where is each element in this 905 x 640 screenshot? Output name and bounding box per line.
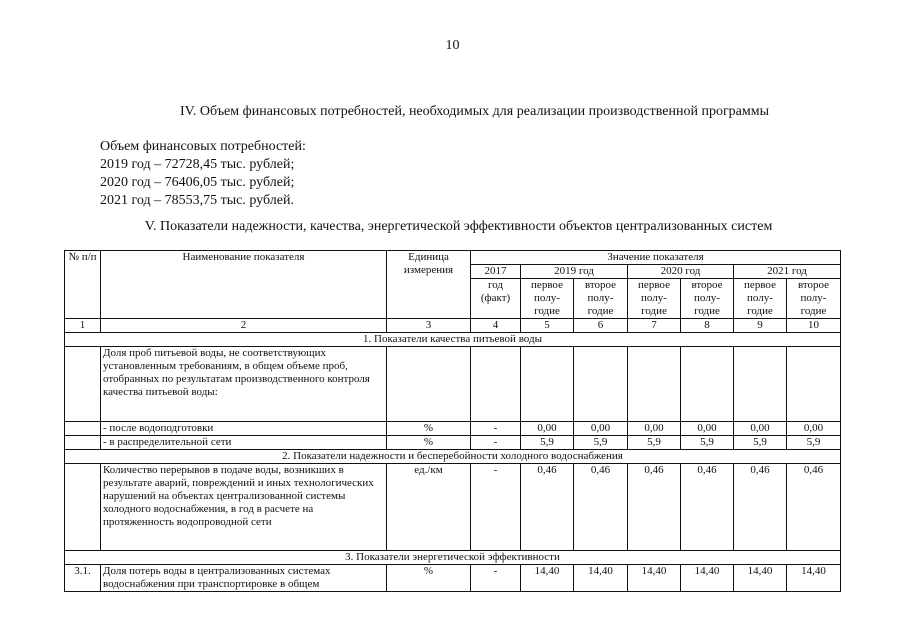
header-value: Значение показателя [471, 251, 841, 265]
row-value: 14,40 [521, 565, 574, 592]
row-num [65, 436, 101, 450]
row-value: 0,46 [628, 464, 681, 551]
header-2021: 2021 год [734, 265, 841, 279]
section-5-title: V. Показатели надежности, качества, энергетической эффективности объектов централизованных систем [144, 219, 773, 234]
row-cell [471, 347, 521, 422]
row-2017: - [471, 464, 521, 551]
column-numbers-row [65, 319, 841, 333]
table-row [65, 464, 841, 551]
row-unit: % [387, 422, 471, 436]
row-unit: % [387, 436, 471, 450]
row-num [65, 422, 101, 436]
row-value: 0,46 [787, 464, 841, 551]
section-heading: 3. Показатели энергетической эффективности [65, 551, 841, 565]
row-unit: ед./км [387, 464, 471, 551]
finance-line-2019: 2019 год – 72728,45 тыс. рублей; [100, 157, 295, 172]
row-cell [681, 347, 734, 422]
row-value: 0,46 [734, 464, 787, 551]
row-unit [387, 347, 471, 422]
header-name: Наименование показателя [101, 251, 387, 319]
row-2017: - [471, 565, 521, 592]
row-value: 0,00 [521, 422, 574, 436]
header-2020-h2: второе полу-годие [681, 279, 734, 319]
row-value: 0,00 [574, 422, 628, 436]
section-heading: 1. Показатели качества питьевой воды [65, 333, 841, 347]
row-value: 5,9 [787, 436, 841, 450]
row-cell [628, 347, 681, 422]
page-number: 10 [445, 38, 460, 53]
column-number: 10 [787, 319, 841, 333]
header-2019: 2019 год [521, 265, 628, 279]
row-value: 0,46 [521, 464, 574, 551]
section-row-2 [65, 450, 841, 464]
row-value: 5,9 [681, 436, 734, 450]
section-4-title: IV. Объем финансовых потребностей, необходимых для реализации производственной программы [179, 104, 770, 119]
row-value: 5,9 [628, 436, 681, 450]
row-value: 0,00 [681, 422, 734, 436]
row-cell [521, 347, 574, 422]
row-name: - в распределительной сети [101, 436, 387, 450]
header-2019-h1: первое полу-годие [521, 279, 574, 319]
column-number: 9 [734, 319, 787, 333]
header-2017: 2017 [471, 265, 521, 279]
finance-block [100, 138, 306, 210]
header-2019-h2: второе полу-годие [574, 279, 628, 319]
header-num: № п/п [65, 251, 101, 319]
finance-line-header: Объем финансовых потребностей: [100, 139, 306, 154]
section-heading: 2. Показатели надежности и бесперебойности холодного водоснабжения [65, 450, 841, 464]
row-num [65, 347, 101, 422]
row-unit: % [387, 565, 471, 592]
row-value: 5,9 [574, 436, 628, 450]
header-unit: Единица измерения [387, 251, 471, 319]
column-number: 7 [628, 319, 681, 333]
row-value: 14,40 [734, 565, 787, 592]
row-value: 14,40 [574, 565, 628, 592]
table-row [65, 565, 841, 592]
row-2017: - [471, 422, 521, 436]
row-value: 0,46 [574, 464, 628, 551]
row-num: 3.1. [65, 565, 101, 592]
table-row [65, 347, 841, 422]
header-row-1 [65, 251, 841, 265]
header-2021-h1: первое полу-годие [734, 279, 787, 319]
row-value: 5,9 [521, 436, 574, 450]
row-value: 0,46 [681, 464, 734, 551]
row-num [65, 464, 101, 551]
column-number: 1 [65, 319, 101, 333]
row-name: Количество перерывов в подаче воды, возникших в результате аварий, повреждений и иных технологических нарушений на объектах централизованной системы холодного водоснабжения, в год в расчете на протяженность водопроводной сети [101, 464, 387, 551]
section-row-1 [65, 333, 841, 347]
column-number: 6 [574, 319, 628, 333]
row-value: 14,40 [787, 565, 841, 592]
row-2017: - [471, 436, 521, 450]
row-value: 0,00 [787, 422, 841, 436]
finance-line-2021: 2021 год – 78553,75 тыс. рублей. [100, 193, 294, 208]
row-cell [574, 347, 628, 422]
row-value: 0,00 [734, 422, 787, 436]
column-number: 3 [387, 319, 471, 333]
column-number: 4 [471, 319, 521, 333]
row-name: - после водоподготовки [101, 422, 387, 436]
section-row-3 [65, 551, 841, 565]
header-2017-sub: год (факт) [471, 279, 521, 319]
column-number: 8 [681, 319, 734, 333]
row-value: 5,9 [734, 436, 787, 450]
header-2021-h2: второе полу-годие [787, 279, 841, 319]
column-number: 2 [101, 319, 387, 333]
header-2020-h1: первое полу-годие [628, 279, 681, 319]
row-value: 14,40 [681, 565, 734, 592]
row-name: Доля потерь воды в централизованных системах водоснабжения при транспортировке в общем [101, 565, 387, 592]
row-cell [734, 347, 787, 422]
finance-line-2020: 2020 год – 76406,05 тыс. рублей; [100, 175, 295, 190]
indicators-table [64, 250, 841, 592]
header-2020: 2020 год [628, 265, 734, 279]
column-number: 5 [521, 319, 574, 333]
table-row [65, 422, 841, 436]
table-row [65, 436, 841, 450]
row-name: Доля проб питьевой воды, не соответствующих установленным требованиям, в общем объеме проб, отобранных по результатам производственного контроля качества питьевой воды: [101, 347, 387, 422]
row-cell [787, 347, 841, 422]
row-value: 14,40 [628, 565, 681, 592]
row-value: 0,00 [628, 422, 681, 436]
